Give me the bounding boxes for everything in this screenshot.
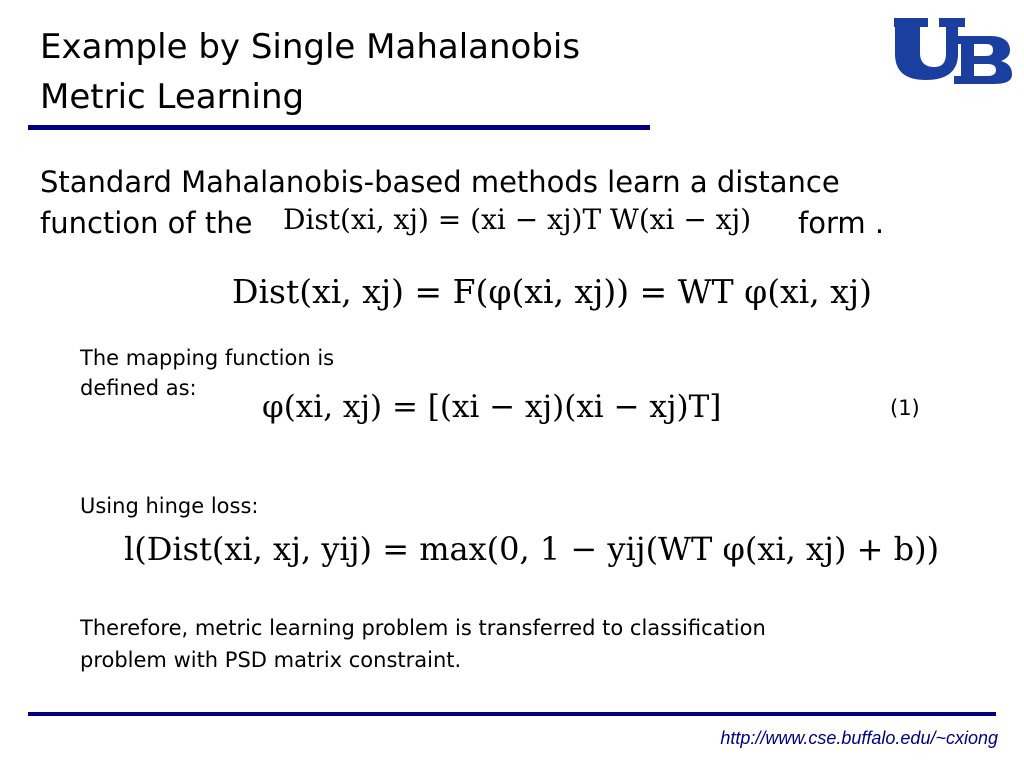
equation-hinge-text: l(Dist(xi, xj, yij) = max(0, 1 − yij(WT φ(xi, xj) + b)) [124, 530, 940, 568]
logo-text: UB [892, 14, 894, 15]
equation-inline-text: Dist(xi, xj) = (xi − xj)T W(xi − xj) [283, 203, 752, 236]
footer-url[interactable]: http://www.cse.buffalo.edu/~cxiong [720, 728, 998, 748]
equation-mapping-function [262, 384, 721, 430]
ub-logo [892, 14, 1014, 84]
conclusion-line1: Therefore, metric learning problem is transferred to classification [80, 616, 766, 640]
hinge-loss-label: Using hinge loss: [80, 494, 259, 518]
slide-title [40, 22, 580, 122]
title-underline [28, 125, 650, 130]
equation-distance-main [232, 268, 872, 316]
equation-hinge-loss [124, 525, 939, 573]
equation-phi-text: φ(xi, xj) = [(xi − xj)(xi − xj)T] [262, 389, 722, 425]
slide-title-line1: Example by Single Mahalanobis [40, 27, 581, 67]
mapping-label-line1: The mapping function is [80, 346, 335, 370]
mapping-label-line2: defined as: [80, 376, 197, 400]
intro-line1: Standard Mahalanobis-based methods learn a distance [40, 165, 840, 199]
footer-divider [28, 712, 996, 716]
intro-line2-after: form . [798, 206, 885, 240]
slide-title-line2: Metric Learning [40, 77, 305, 117]
conclusion-line2: problem with PSD matrix constraint. [80, 648, 462, 672]
equation-number: (1) [890, 396, 920, 420]
equation-inline-distance [283, 200, 751, 240]
equation-main-text: Dist(xi, xj) = F(φ(xi, xj)) = WT φ(xi, xj) [232, 272, 872, 311]
intro-line2-before: function of the [40, 206, 253, 240]
